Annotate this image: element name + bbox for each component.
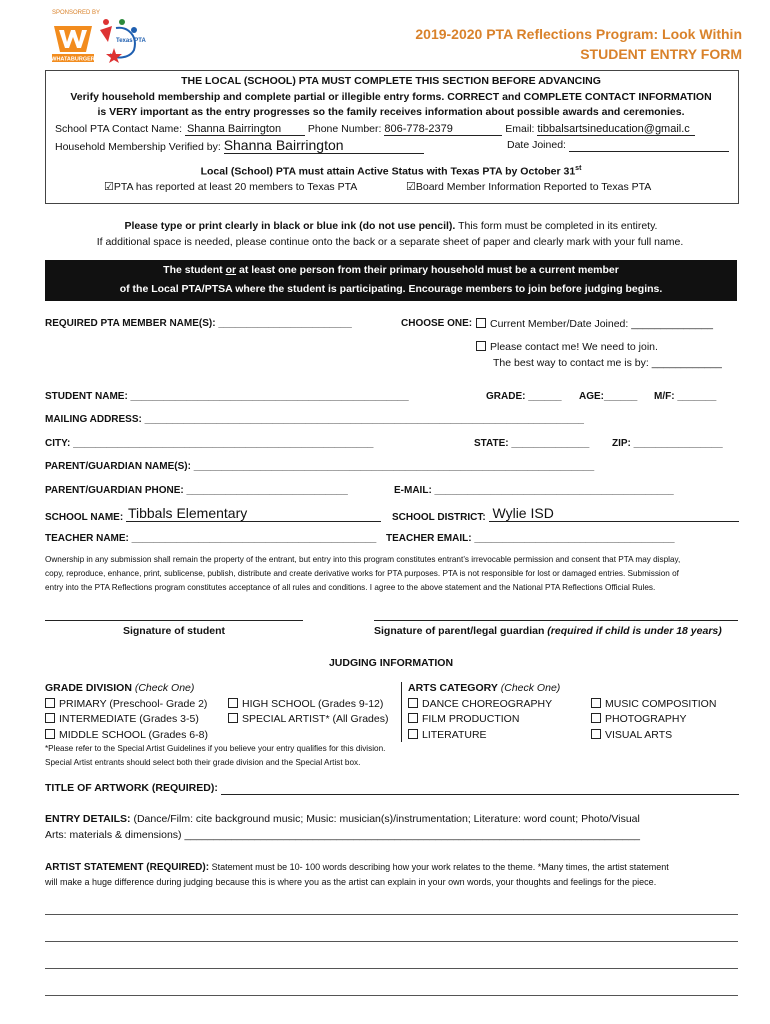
- student-signature-label: Signature of student: [122, 625, 226, 637]
- teacher-name-field[interactable]: TEACHER NAME: ____________________________________________: [45, 533, 377, 544]
- artist-statement-label: ARTIST STATEMENT (REQUIRED): Statement must be 10- 100 words describing how your work relates to the theme. *Many times, the artist statement: [45, 862, 669, 873]
- zip-field[interactable]: ZIP: ________________: [612, 438, 723, 449]
- checkbox-icon: [228, 713, 238, 723]
- arts-literature-option[interactable]: LITERATURE: [408, 729, 487, 741]
- checkbox-icon: [591, 729, 601, 739]
- mf-field[interactable]: M/F: _______: [654, 391, 717, 402]
- required-member-names[interactable]: REQUIRED PTA MEMBER NAME(S): ________________________: [45, 318, 352, 329]
- email-label: Email:: [505, 123, 535, 135]
- teacher-email-field[interactable]: TEACHER EMAIL: ____________________________________: [386, 533, 675, 544]
- judging-heading: JUDGING INFORMATION: [328, 657, 454, 669]
- statement-line[interactable]: [45, 914, 738, 915]
- artist-statement-note: will make a huge difference during judging because this is where you as the artist can explain in your own words, your thoughts and feelings for the piece.: [45, 877, 657, 887]
- sponsor-text: SPONSORED BY: [52, 10, 101, 16]
- contact-row: [55, 123, 695, 136]
- verified-label: Household Membership Verified by:: [55, 141, 221, 153]
- grade-division-label: GRADE DIVISION (Check One): [45, 682, 195, 694]
- mailing-address-field[interactable]: MAILING ADDRESS: _______________________________________________________________________________: [45, 414, 584, 425]
- checked-box-icon: ☑: [104, 181, 114, 193]
- checked-box-icon: ☑: [406, 181, 416, 193]
- checkbox-icon: [591, 713, 601, 723]
- ownership-statement: Ownership in any submission shall remain the property of the entrant, but entry into this program constitutes entrant’s irrevocable permission and consent that PTA may display, copy, reproduce, enhance, print, sublicense, publish, distribute and create derivative works for PTA purposes. PTA is not responsible for lost or damaged entries. Submission of entry into the PTA Reflections program constitutes acceptance of all rules and conditions. I agree to the above statement and the National PTA Reflections Official Rules.: [45, 555, 681, 592]
- arts-music-option[interactable]: MUSIC COMPOSITION: [591, 698, 716, 710]
- date-joined-label: Date Joined:: [507, 139, 566, 151]
- statement-line[interactable]: [45, 968, 738, 969]
- grade-intermediate-option[interactable]: INTERMEDIATE (Grades 3-5): [45, 713, 199, 725]
- checkbox-icon: [45, 713, 55, 723]
- student-name-field[interactable]: STUDENT NAME: __________________________________________________: [45, 391, 409, 402]
- verified-row: [55, 137, 424, 154]
- arts-visual-option[interactable]: VISUAL ARTS: [591, 729, 672, 741]
- local-section-heading: THE LOCAL (SCHOOL) PTA MUST COMPLETE THIS SECTION BEFORE ADVANCING: [181, 75, 601, 87]
- verify-line1: Verify household membership and complete partial or illegible entry forms. CORRECT and COMPLETE CONTACT INFORMATION: [70, 91, 712, 103]
- verified-field[interactable]: Shanna Bairrington: [224, 137, 424, 154]
- grade-middle-option[interactable]: MIDDLE SCHOOL (Grades 6-8): [45, 729, 208, 741]
- choose-one-label: CHOOSE ONE:: [401, 318, 473, 329]
- contact-email-field[interactable]: tibbalsartsineducation@gmail.c: [537, 123, 695, 136]
- option-current-member[interactable]: Current Member/Date Joined: ______________: [476, 318, 713, 330]
- grade-special-option[interactable]: SPECIAL ARTIST* (All Grades): [228, 713, 388, 725]
- whataburger-logo: [50, 16, 96, 64]
- check-board-reported[interactable]: ☑Board Member Information Reported to Texas PTA: [406, 181, 652, 193]
- checkbox-icon: [45, 698, 55, 708]
- parent-signature-label: Signature of parent/legal guardian (required if child is under 18 years): [374, 625, 722, 637]
- instructions-line2: If additional space is needed, please continue onto the back or a separate sheet of paper and clearly mark with your full name.: [96, 236, 684, 248]
- grade-field[interactable]: GRADE: ______: [486, 391, 562, 402]
- age-field[interactable]: AGE:______: [579, 391, 638, 402]
- parent-names-field[interactable]: PARENT/GUARDIAN NAME(S): ________________________________________________________________________: [45, 461, 595, 472]
- contact-name-field[interactable]: Shanna Bairrington: [185, 123, 305, 136]
- arts-photography-option[interactable]: PHOTOGRAPHY: [591, 713, 687, 725]
- judging-divider: [401, 682, 402, 742]
- title-artwork-field[interactable]: [221, 782, 739, 795]
- checkbox-icon: [408, 698, 418, 708]
- checkbox-icon: [476, 341, 486, 351]
- checkbox-icon: [228, 698, 238, 708]
- checkbox-icon: [45, 729, 55, 739]
- statement-line[interactable]: [45, 995, 738, 996]
- entry-details-field[interactable]: Arts: materials & dimensions) ______________________________________________________________________________: [45, 829, 640, 841]
- student-signature-line[interactable]: [45, 620, 303, 621]
- verify-line2: is VERY important as the entry progresses so the family receives information about possible awards and ceremonies.: [97, 106, 685, 118]
- phone-field[interactable]: 806-778-2379: [384, 123, 502, 136]
- arts-category-label: ARTS CATEGORY (Check One): [408, 682, 561, 694]
- checkbox-icon: [476, 318, 486, 328]
- checkbox-icon: [591, 698, 601, 708]
- option-contact-me[interactable]: Please contact me! We need to join.: [476, 341, 658, 353]
- grade-primary-option[interactable]: PRIMARY (Preschool- Grade 2): [45, 698, 207, 710]
- statement-line[interactable]: [45, 941, 738, 942]
- form-title-line1: 2019-2020 PTA Reflections Program: Look Within: [415, 26, 742, 42]
- checkbox-icon: [408, 713, 418, 723]
- membership-banner: The student or at least one person from their primary household must be a current member of the Local PTA/PTSA where the student is participating. Encourage members to join before judging begins.: [45, 260, 737, 301]
- parent-signature-line[interactable]: [374, 620, 738, 621]
- active-status-heading: Local (School) PTA must attain Active Status with Texas PTA by October 31st: [200, 165, 582, 178]
- arts-film-option[interactable]: FILM PRODUCTION: [408, 713, 519, 725]
- state-field[interactable]: STATE: ______________: [474, 438, 590, 449]
- svg-text:WHATABURGER: WHATABURGER: [51, 56, 95, 63]
- arts-dance-option[interactable]: DANCE CHOREOGRAPHY: [408, 698, 552, 710]
- special-artist-note: *Please refer to the Special Artist Guidelines if you believe your entry qualifies for this division. Special Artist entrants should select both their grade division and the Special Artist box.: [45, 744, 386, 767]
- school-name-field[interactable]: Tibbals Elementary: [126, 505, 381, 522]
- date-joined-field[interactable]: [569, 139, 729, 152]
- school-district-row: SCHOOL DISTRICT: Wylie ISD: [392, 505, 739, 523]
- form-title-line2: STUDENT ENTRY FORM: [580, 46, 742, 62]
- contact-method[interactable]: The best way to contact me is by: ____________: [493, 357, 722, 369]
- school-district-field[interactable]: Wylie ISD: [489, 505, 739, 522]
- parent-phone-field[interactable]: PARENT/GUARDIAN PHONE: _____________________________: [45, 485, 348, 496]
- checkbox-icon: [408, 729, 418, 739]
- grade-high-option[interactable]: HIGH SCHOOL (Grades 9-12): [228, 698, 383, 710]
- parent-email-field[interactable]: E-MAIL: ___________________________________________: [394, 485, 674, 496]
- school-name-row: SCHOOL NAME: Tibbals Elementary: [45, 505, 381, 523]
- svg-text:Texas PTA: Texas PTA: [116, 38, 146, 44]
- date-joined-row: [507, 139, 729, 152]
- phone-label: Phone Number:: [307, 123, 382, 135]
- contact-name-label: School PTA Contact Name:: [55, 123, 183, 135]
- title-artwork-row: TITLE OF ARTWORK (REQUIRED):: [45, 782, 739, 795]
- texas-pta-logo: [98, 16, 146, 64]
- check-members-reported[interactable]: ☑PTA has reported at least 20 members to Texas PTA: [104, 181, 358, 193]
- entry-details[interactable]: ENTRY DETAILS: (Dance/Film: cite background music; Music: musician(s)/instrumentation; Literature: word count; Photo/Visual: [45, 813, 640, 825]
- city-field[interactable]: CITY: ______________________________________________________: [45, 438, 374, 449]
- instructions-line1: Please type or print clearly in black or blue ink (do not use pencil). This form must be completed in its entirety.: [124, 220, 658, 232]
